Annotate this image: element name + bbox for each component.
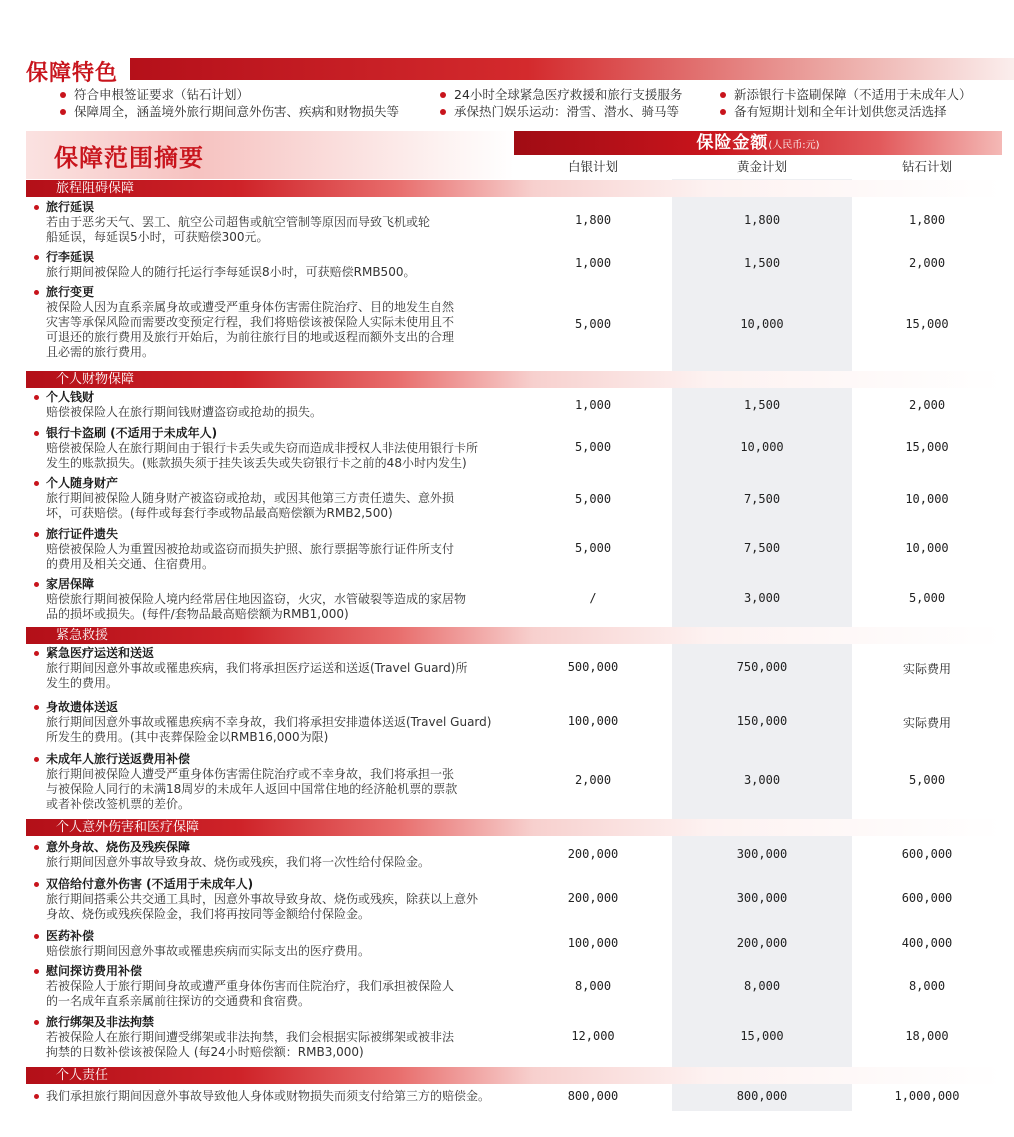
coverage-item	[30, 1015, 510, 1060]
item-title: 旅行绑架及非法拘禁	[30, 1015, 510, 1030]
features-header-bar	[130, 58, 1014, 80]
value-gold: 750,000	[736, 660, 788, 674]
features-title: 保障特色	[26, 61, 119, 86]
coverage-item	[30, 840, 510, 870]
value-diamond: 600,000	[901, 847, 953, 861]
value-diamond: 实际费用	[902, 662, 951, 676]
coverage-item	[30, 577, 510, 622]
coverage-item	[30, 646, 510, 691]
amount-header	[514, 131, 1002, 155]
features-column-1	[58, 86, 399, 120]
section-title: 旅程阻碍保障	[56, 181, 135, 196]
value-diamond: 5,000	[908, 773, 946, 787]
item-description: 若由于恶劣天气、罢工、航空公司超售或航空管制等原因而导致飞机或轮 船延误，每延误5小时，可获赔偿300元。	[46, 215, 431, 244]
value-gold: 10,000	[740, 440, 784, 454]
item-description: 赔偿被保险人为重置因被抢劫或盗窃而损失护照、旅行票据等旅行证件所支付 的费用及相关交通、住宿费用。	[46, 542, 455, 571]
value-gold: 150,000	[736, 714, 788, 728]
coverage-item	[30, 390, 510, 420]
item-title: 旅行变更	[30, 285, 510, 300]
value-gold: 1,500	[743, 256, 781, 270]
coverage-item	[30, 700, 510, 745]
coverage-item	[30, 877, 510, 922]
item-title: 个人随身财产	[30, 476, 510, 491]
coverage-item	[30, 200, 510, 245]
value-diamond: 400,000	[901, 936, 953, 950]
item-title: 意外身故、烧伤及残疾保障	[30, 840, 510, 855]
item-title: 银行卡盗刷 (不适用于未成年人)	[30, 426, 510, 441]
value-diamond: 2,000	[908, 398, 946, 412]
amount-title: 保险金额	[696, 133, 769, 153]
value-diamond: 15,000	[905, 440, 949, 454]
item-description: 旅行期间被保险人随身财产被盗窃或抢劫，或因其他第三方责任遗失、意外损 坏，可获赔偿。(每件或每套行李或物品最高赔偿额为RMB2,500)	[46, 491, 455, 520]
value-silver: 5,000	[574, 440, 612, 454]
value-silver: 5,000	[574, 492, 612, 506]
coverage-item	[30, 285, 510, 360]
amount-unit: (人民币:元)	[768, 140, 820, 151]
feature-item: 备有短期计划和全年计划供您灵活选择	[718, 103, 972, 120]
value-diamond: 15,000	[905, 317, 949, 331]
value-silver: 5,000	[574, 541, 612, 555]
coverage-item	[30, 476, 510, 521]
feature-item: 承保热门娱乐运动：滑雪、潜水、骑马等	[438, 103, 682, 120]
section-header-bar	[26, 627, 1002, 644]
value-gold: 800,000	[736, 1089, 788, 1103]
section-header-bar	[26, 371, 1002, 388]
value-diamond: 8,000	[908, 979, 946, 993]
item-title: 个人钱财	[30, 390, 510, 405]
coverage-item	[30, 527, 510, 572]
item-description: 旅行期间被保险人遭受严重身体伤害需住院治疗或不幸身故，我们将承担一张 与被保险人同行的未满18周岁的未成年人返回中国常住地的经济舱机票的票款 或者补偿改签机票的差价。	[46, 767, 458, 811]
item-description: 赔偿被保险人在旅行期间由于银行卡丢失或失窃而造成非授权人非法使用银行卡所 发生的账款损失。(账款损失须于挂失该丢失或失窃银行卡之前的48小时内发生)	[46, 441, 479, 470]
plan-gold-heading: 黄金计划	[736, 159, 787, 174]
feature-item: 保障周全，涵盖境外旅行期间意外伤害、疾病和财物损失等	[58, 103, 399, 120]
value-silver: 8,000	[574, 979, 612, 993]
value-gold: 10,000	[740, 317, 784, 331]
item-title: 医药补偿	[30, 929, 510, 944]
section-title: 个人财物保障	[56, 372, 135, 387]
coverage-item	[30, 752, 510, 812]
item-title: 旅行证件遗失	[30, 527, 510, 542]
section-header-bar	[26, 1067, 1002, 1084]
features-column-2	[438, 86, 682, 120]
item-description: 我们承担旅行期间因意外事故导致他人身体或财物损失而须支付给第三方的赔偿金。	[30, 1089, 510, 1104]
value-silver: 100,000	[567, 714, 619, 728]
item-description: 赔偿旅行期间因意外事故或罹患疾病而实际支出的医疗费用。	[46, 944, 371, 958]
item-description: 旅行期间因意外事故导致身故、烧伤或残疾，我们将一次性给付保险金。	[46, 855, 431, 869]
section-title: 个人意外伤害和医疗保障	[56, 820, 200, 835]
value-diamond: 18,000	[905, 1029, 949, 1043]
value-silver: 12,000	[571, 1029, 615, 1043]
item-description: 旅行期间被保险人的随行托运行李每延误8小时，可获赔偿RMB500。	[46, 265, 416, 279]
item-description: 旅行期间搭乘公共交通工具时，因意外事故导致身故、烧伤或残疾，除获以上意外 身故、烧伤或残疾保险金，我们将再按同等金额给付保险金。	[46, 892, 479, 921]
coverage-item	[30, 964, 510, 1009]
value-gold: 200,000	[736, 936, 788, 950]
value-gold: 1,800	[743, 213, 781, 227]
value-silver: 800,000	[567, 1089, 619, 1103]
item-description: 若被保险人于旅行期间身故或遭严重身体伤害而住院治疗，我们承担被保险人 的一名成年直系亲属前往探访的交通费和食宿费。	[46, 979, 455, 1008]
value-diamond: 1,800	[908, 213, 946, 227]
value-silver: 200,000	[567, 891, 619, 905]
value-silver: 2,000	[574, 773, 612, 787]
value-gold: 1,500	[743, 398, 781, 412]
item-description: 若被保险人在旅行期间遭受绑架或非法拘禁，我们会根据实际被绑架或被非法 拘禁的日数补偿该被保险人 (每24小时赔偿额：RMB3,000)	[46, 1030, 455, 1059]
section-title: 紧急救援	[56, 628, 109, 643]
value-diamond: 10,000	[905, 492, 949, 506]
value-diamond: 2,000	[908, 256, 946, 270]
feature-item: 24小时全球紧急医疗救援和旅行支援服务	[438, 86, 682, 103]
value-diamond: 600,000	[901, 891, 953, 905]
value-silver: 100,000	[567, 936, 619, 950]
value-gold: 300,000	[736, 891, 788, 905]
plan-silver-heading: 白银计划	[567, 159, 618, 174]
item-description: 赔偿旅行期间被保险人境内经常居住地因盗窃，火灾，水管破裂等造成的家居物 品的损坏或损失。(每件/套物品最高赔偿额为RMB1,000)	[46, 592, 467, 621]
value-diamond: 10,000	[905, 541, 949, 555]
item-title: 慰问探访费用补偿	[30, 964, 510, 979]
value-silver: 1,800	[574, 213, 612, 227]
item-title: 身故遗体送返	[30, 700, 510, 715]
value-silver: 1,000	[574, 256, 612, 270]
value-gold: 3,000	[743, 591, 781, 605]
item-description: 赔偿被保险人在旅行期间钱财遭盗窃或抢劫的损失。	[46, 405, 323, 419]
item-title: 家居保障	[30, 577, 510, 592]
item-title: 旅行延误	[30, 200, 510, 215]
value-silver: 1,000	[574, 398, 612, 412]
coverage-item	[30, 426, 510, 471]
value-diamond: 1,000,000	[894, 1089, 960, 1103]
value-gold: 15,000	[740, 1029, 784, 1043]
features-column-3	[718, 86, 972, 120]
summary-title: 保障范围摘要	[54, 144, 204, 172]
section-header-bar	[26, 180, 1002, 197]
value-silver: 5,000	[574, 317, 612, 331]
coverage-item	[30, 250, 510, 280]
item-title: 行李延误	[30, 250, 510, 265]
value-gold: 300,000	[736, 847, 788, 861]
value-diamond: 实际费用	[902, 716, 951, 730]
value-silver: /	[589, 591, 597, 605]
value-diamond: 5,000	[908, 591, 946, 605]
section-title: 个人责任	[56, 1068, 109, 1083]
feature-item: 符合申根签证要求（钻石计划）	[58, 86, 399, 103]
value-silver: 200,000	[567, 847, 619, 861]
item-description: 旅行期间因意外事故或罹患疾病不幸身故，我们将承担安排遗体送返(Travel Guard) 所发生的费用。(其中丧葬保险金以RMB16,000为限)	[46, 715, 492, 744]
item-title: 紧急医疗运送和送返	[30, 646, 510, 661]
item-title: 双倍给付意外伤害 (不适用于未成年人)	[30, 877, 510, 892]
feature-item: 新添银行卡盗刷保障（不适用于未成年人）	[718, 86, 972, 103]
value-gold: 8,000	[743, 979, 781, 993]
value-gold: 3,000	[743, 773, 781, 787]
coverage-item	[30, 929, 510, 959]
value-silver: 500,000	[567, 660, 619, 674]
value-gold: 7,500	[743, 541, 781, 555]
value-gold: 7,500	[743, 492, 781, 506]
item-description: 旅行期间因意外事故或罹患疾病，我们将承担医疗运送和送返(Travel Guard)所 发生的费用。	[46, 661, 468, 690]
coverage-item	[30, 1089, 510, 1104]
plan-diamond-heading: 钻石计划	[901, 159, 952, 174]
item-description: 被保险人因为直系亲属身故或遭受严重身体伤害需住院治疗、目的地发生自然 灾害等承保风险而需要改变预定行程，我们将赔偿该被保险人实际未使用且不 可退还的旅行费用及旅行开始后，为前往旅行目的地或返程而额外支出的合理 且必需的旅行费用。	[46, 300, 455, 359]
item-title: 未成年人旅行送返费用补偿	[30, 752, 510, 767]
